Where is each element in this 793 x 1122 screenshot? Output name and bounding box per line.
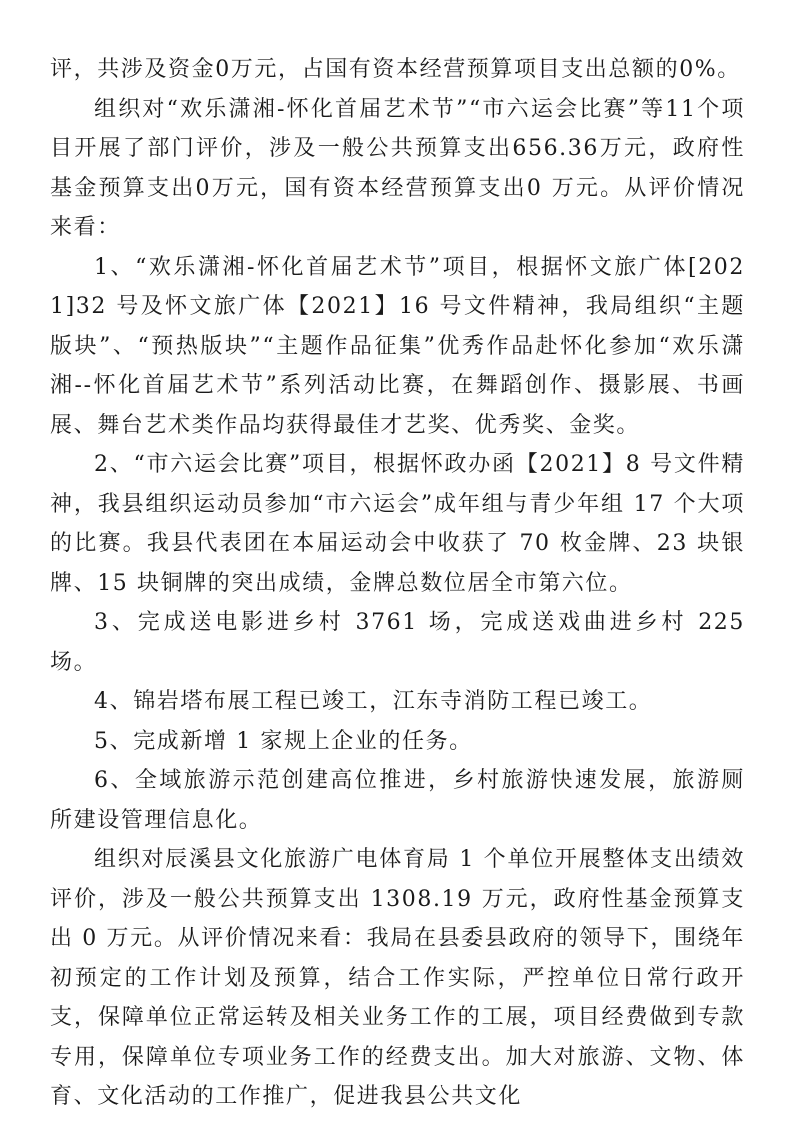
paragraph-item-sports-games: 2、“市六运会比赛”项目，根据怀政办函【2021】8 号文件精神，我县组织运动员参加“市六运会”成年组与青少年组 17 个大项的比赛。我县代表团在本届运动会中收获了 70 枚金牌、23 块银牌、15 块铜牌的突出成绩，金牌总数位居全市第六位。 — [50, 452, 745, 596]
paragraph-overall-evaluation: 组织对辰溪县文化旅游广电体育局 1 个单位开展整体支出绩效评价，涉及一般公共预算支出 1308.19 万元，政府性基金预算支出 0 万元。从评价情况来看：我局在县委县政府的领导下，围绕年初预定的工作计划及预算，结合工作实际，严控单位日常行政开支，保障单位正常运转及相关业务工作的工展，项目经费做到专款专用，保障单位专项业务工作的经费支出。加大对旅游、文物、体育、文化活动的工作推广，促进我县公共文化 — [50, 847, 745, 1109]
paragraph-continuation: 评，共涉及资金0万元，占国有资本经营预算项目支出总额的0%。 — [50, 57, 741, 82]
paragraph-item-construction: 4、锦岩塔布展工程已竣工，江东寺消防工程已竣工。 — [94, 689, 653, 714]
paragraph-item-art-festival: 1、“欢乐潇湘-怀化首届艺术节”项目，根据怀文旅广体[2021]32 号及怀文旅广体【2021】16 号文件精神，我局组织“主题版块”、“预热版块”“主题作品征集”优秀作品赴怀化参加“欢乐潇湘--怀化首届艺术节”系列活动比赛，在舞蹈创作、摄影展、书画展、舞台艺术类作品均获得最佳才艺奖、优秀奖、金奖。 — [50, 254, 745, 438]
paragraph-item-enterprise: 5、完成新增 1 家规上企业的任务。 — [94, 728, 473, 754]
paragraph-item-film-opera: 3、完成送电影进乡村 3761 场，完成送戏曲进乡村 225 场。 — [50, 610, 745, 675]
document-body — [50, 50, 745, 1117]
paragraph-department-evaluation: 组织对“欢乐潇湘-怀化首届艺术节”“市六运会比赛”等11个项目开展了部门评价，涉及一般公共预算支出656.36万元，政府性基金预算支出0万元，国有资本经营预算支出0 万元。从评价情况来看： — [50, 96, 745, 240]
paragraph-item-tourism: 6、全域旅游示范创建高位推进，乡村旅游快速发展，旅游厕所建设管理信息化。 — [50, 768, 745, 833]
